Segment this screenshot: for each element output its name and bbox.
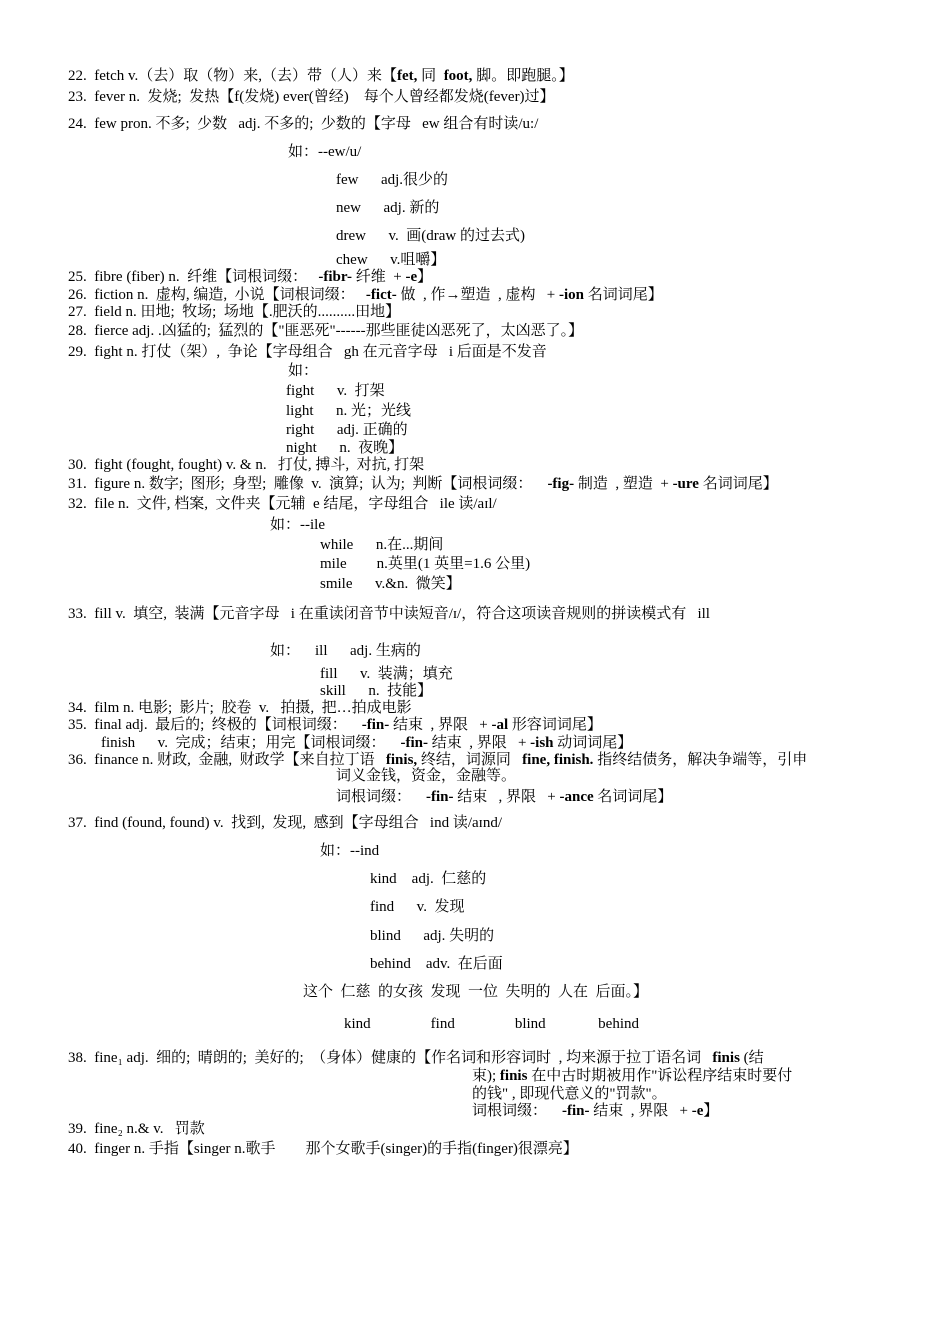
entry-35: 35. final adj. 最后的; 终极的【词根词缀： -fin- 结束 , 界限 + -al 形容词词尾】 bbox=[68, 717, 602, 733]
entry-36-cont: 词义金钱，资金，金融等。 bbox=[336, 768, 517, 784]
example-word: chew v.咀嚼】 bbox=[336, 252, 446, 268]
example-word: few adj.很少的 bbox=[336, 172, 449, 188]
example-word: kind adj. 仁慈的 bbox=[370, 871, 487, 887]
entry-25: 25. fibre (fiber) n. 纤维【词根词缀： -fibr- 纤维 + -e】 bbox=[68, 269, 433, 285]
example-word: fill v. 装满；填充 bbox=[320, 666, 453, 682]
example-word: while n.在...期间 bbox=[320, 537, 444, 553]
entry-32: 32. file n. 文件, 档案, 文件夹【元辅 e 结尾，字母组合 ile 读/aɪl/ bbox=[68, 496, 497, 512]
entry-34: 34. film n. 电影; 影片; 胶卷 v. 拍摄, 把…拍成电影 bbox=[68, 700, 412, 716]
example-heading: 如：--ind bbox=[320, 843, 380, 859]
example-word: find v. 发现 bbox=[370, 899, 465, 915]
entry-37: 37. find (found, found) v. 找到, 发现, 感到【字母组合 ind 读/aɪnd/ bbox=[68, 815, 502, 831]
entry-36: 36. finance n. 财政, 金融, 财政学【来自拉丁语 finis, 终结，词源同 fine, finish. 指终结债务，解决争端等，引申 bbox=[68, 752, 808, 768]
entry-38-cont: 的钱" , 即现代意义的"罚款"。 bbox=[472, 1086, 667, 1102]
example-word: skill n. 技能】 bbox=[320, 683, 433, 699]
example-heading: 如： bbox=[288, 363, 319, 379]
entry-40: 40. finger n. 手指【singer n.歌手 那个女歌手(singer)的手指(finger)很漂亮】 bbox=[68, 1141, 578, 1157]
entry-27: 27. field n. 田地; 牧场; 场地【.肥沃的..........田地】 bbox=[68, 304, 401, 320]
entry-35-sub: finish v. 完成；结束；用完【词根词缀： -fin- 结束 , 界限 + -ish 动词词尾】 bbox=[101, 735, 633, 751]
example-word: right adj. 正确的 bbox=[286, 422, 408, 438]
example-word: drew v. 画(draw 的过去式) bbox=[336, 228, 525, 244]
entry-28: 28. fierce adj. .凶猛的; 猛烈的【"匪恶死"------那些匪徒凶恶死了，太凶恶了。】 bbox=[68, 323, 584, 339]
entry-24: 24. few pron. 不多; 少数 adj. 不多的; 少数的【字母 ew 组合有时读/u:/ bbox=[68, 116, 539, 132]
entry-23: 23. fever n. 发烧; 发热【f(发烧) ever(曾经) 每个人曾经都发烧(fever)过】 bbox=[68, 89, 555, 105]
entry-38-cont: 词根词缀： -fin- 结束 , 界限 + -e】 bbox=[472, 1103, 719, 1119]
entry-29: 29. fight n. 打仗（架）, 争论【字母组合 gh 在元音字母 i 后面是不发音 bbox=[68, 344, 547, 360]
example-heading: 如：--ile bbox=[270, 517, 325, 533]
example-word: smile v.&n. 微笑】 bbox=[320, 576, 461, 592]
entry-38-cont: 束); finis 在中古时期被用作"诉讼程序结束时要付 bbox=[472, 1068, 793, 1084]
entry-38: 38. fine₁ adj. 细的; 晴朗的; 美好的; （身体）健康的【作名词和形容词时 , 均来源于拉丁语名词 finis (结 bbox=[68, 1050, 764, 1066]
example-word: fight v. 打架 bbox=[286, 383, 385, 399]
mnemonic-words: kind find blind behind bbox=[344, 1016, 639, 1032]
entry-31: 31. figure n. 数字; 图形; 身型; 雕像 v. 演算; 认为; 判断【词根词缀： -fig- 制造 , 塑造 + -ure 名词词尾】 bbox=[68, 476, 778, 492]
example-word: mile n.英里(1 英里=1.6 公里) bbox=[320, 556, 531, 572]
entry-22: 22. fetch v.（去）取（物）来,（去）带（人）来【fet, 同 foot, 脚。即跑腿。】 bbox=[68, 68, 574, 84]
example-word: night n. 夜晚】 bbox=[286, 440, 404, 456]
example-word: blind adj. 失明的 bbox=[370, 928, 495, 944]
example-word: light n. 光；光线 bbox=[286, 403, 412, 419]
example-word: new adj. 新的 bbox=[336, 200, 440, 216]
entry-30: 30. fight (fought, fought) v. & n. 打仗, 搏斗, 对抗, 打架 bbox=[68, 457, 425, 473]
example-word: 如： ill adj. 生病的 bbox=[270, 643, 421, 659]
mnemonic-sentence: 这个 仁慈 的女孩 发现 一位 失明的 人在 后面。】 bbox=[303, 984, 649, 1000]
entry-36-cont: 词根词缀： -fin- 结束 , 界限 + -ance 名词词尾】 bbox=[336, 789, 673, 805]
example-word: behind adv. 在后面 bbox=[370, 956, 503, 972]
entry-39: 39. fine₂ n.& v. 罚款 bbox=[68, 1121, 205, 1137]
entry-33: 33. fill v. 填空, 装满【元音字母 i 在重读闭音节中读短音/ɪ/，符合这项读音规则的拼读模式有 ill bbox=[68, 606, 710, 622]
example-heading: 如：--ew/u/ bbox=[288, 144, 362, 160]
entry-26: 26. fiction n. 虚构, 编造, 小说【词根词缀： -fict- 做 , 作→塑造 , 虚构 + -ion 名词词尾】 bbox=[68, 287, 663, 303]
